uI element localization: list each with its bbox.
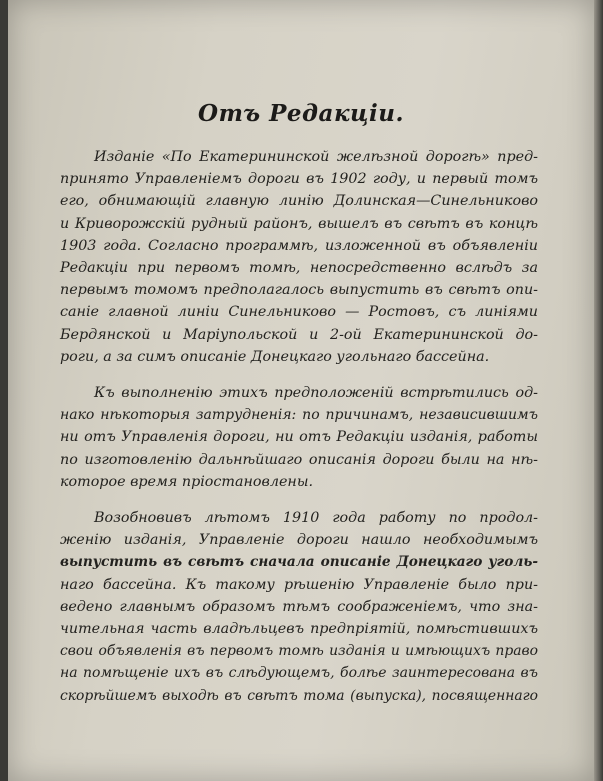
text-line: чительная часть владѣльцевъ предпріятій, помѣстившихъ [60, 621, 538, 638]
text-line: скорѣйшемъ выходѣ въ свѣтъ тома (выпуска), посвященнаго [60, 687, 538, 704]
text-line: его, обнимающій главную линію Долинская—Синельниково [60, 193, 538, 210]
text-line: Изданіе «По Екатерининской желѣзной дорогѣ» пред- [94, 149, 538, 165]
text-line: роги, а за симъ описаніе Донецкаго угольнаго бассейна. [60, 348, 490, 365]
text-line: принято Управленіемъ дороги въ 1902 году, и первый томъ [60, 171, 538, 188]
text-line: Къ выполненію этихъ предположеній встрѣтились од- [94, 385, 538, 402]
book-edge [594, 0, 603, 781]
text-line: по изготовленію дальнѣйшаго описанія дороги были на нѣ- [60, 451, 538, 468]
paragraph-1 [60, 146, 538, 368]
text-line: которое время пріостановлены. [60, 473, 314, 490]
text-line: ведено главнымъ образомъ тѣмъ соображеніемъ, что зна- [60, 598, 538, 615]
text-line: женію изданія, Управленіе дороги нашло необходимымъ [60, 532, 538, 549]
text-line: 1903 года. Согласно программѣ, изложенной въ объявленіи [60, 237, 538, 254]
text-line: свои объявленія въ первомъ томѣ изданія и имѣющихъ право [60, 643, 538, 660]
text-line: саніе главной линіи Синельниково — Ростовъ, съ линіями [60, 304, 538, 321]
text-line: на помѣщеніе ихъ въ слѣдующемъ, болѣе заинтересована въ [60, 665, 538, 682]
page-title: Отъ Редакціи. [198, 100, 404, 127]
text-line: Бердянской и Маріупольской и 2-ой Екатерининской до- [60, 326, 538, 343]
text-line: ни отъ Управленія дороги, ни отъ Редакціи изданія, работы [60, 429, 538, 446]
text-line: и Криворожскій рудный районъ, вышелъ въ свѣтъ въ концѣ [60, 215, 538, 232]
text-line: Редакціи при первомъ томѣ, непосредственно вслѣдъ за [60, 260, 538, 277]
text-line: нако нѣкоторыя затрудненія: по причинамъ, независившимъ [60, 407, 538, 424]
paragraph-2 [60, 382, 538, 493]
text-line: первымъ томомъ предполагалось выпустить въ свѣтъ опи- [60, 282, 538, 299]
text-line: выпустить въ свѣтъ сначала описаніе Донецкаго уголь- [60, 554, 538, 571]
text-line: наго бассейна. Къ такому рѣшенію Управленіе было при- [60, 576, 538, 593]
paragraph-3 [60, 507, 538, 707]
body-text [60, 146, 538, 721]
book-page [8, 0, 594, 781]
text-line: Возобновивъ лѣтомъ 1910 года работу по продол- [94, 510, 538, 527]
